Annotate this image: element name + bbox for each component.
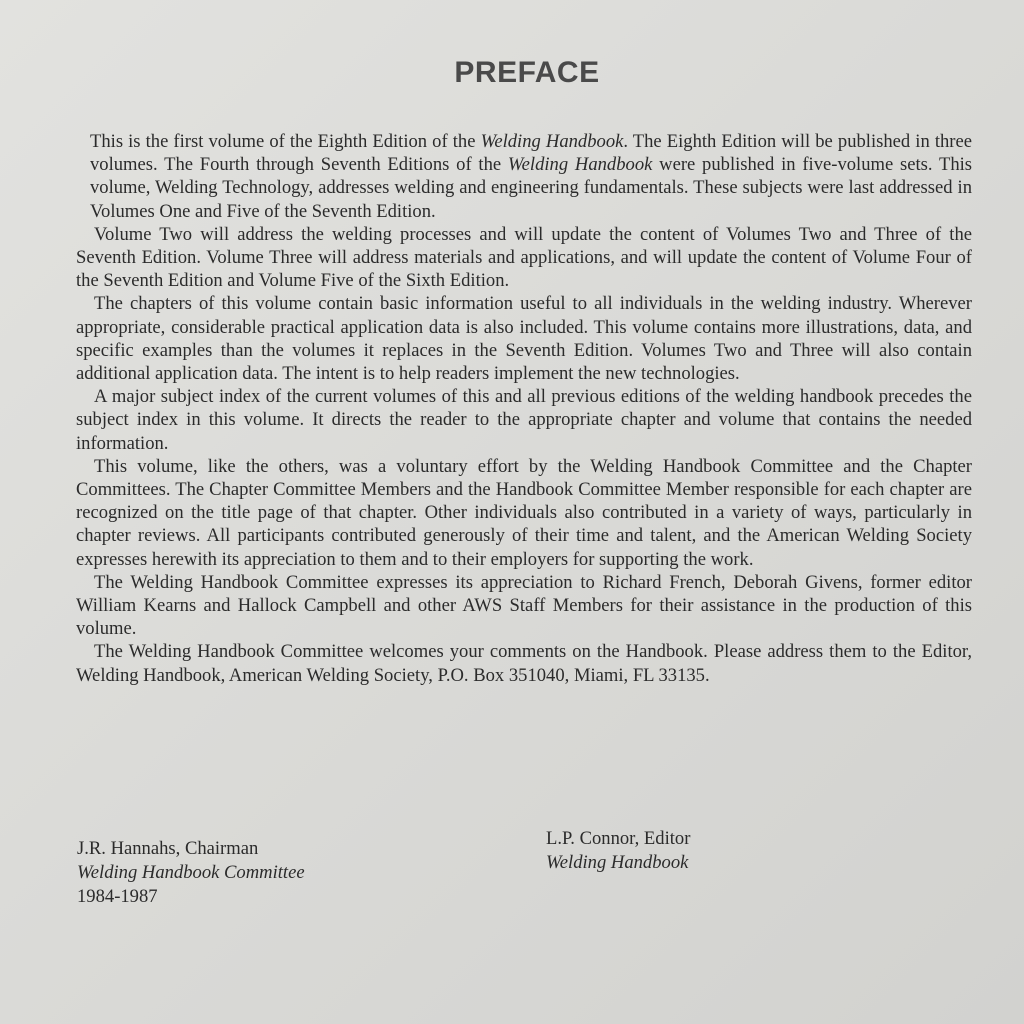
signature-chairman xyxy=(77,837,305,909)
text-run: The chapters of this volume contain basic information useful to all individuals in the welding industry. Wherever appropriate, considerable practical application data is also included. This volume contains more illustrations, data, and specific examples than the volumes it replaces in the Seventh Edition. Volumes Two and Three will also contain additional application data. The intent is to help readers implement the new technologies. xyxy=(76,293,972,385)
text-run: A major subject index of the current volumes of this and all previous editions of the welding handbook precedes the subject index in this volume. It directs the reader to the appropriate chapter and volume that contains the needed information. xyxy=(76,386,972,454)
text-run: Volume Two will address the welding processes and will update the content of Volumes Two and Three of the Seventh Edition. Volume Three will address materials and applications, and will update the content of Volume Four of the Seventh Edition and Volume Five of the Sixth Edition. xyxy=(76,223,972,292)
signature-name: L.P. Connor, Editor xyxy=(546,828,691,849)
preface-body xyxy=(76,130,972,687)
text-run: The Welding Handbook Committee expresses its appreciation to Richard French, Deborah Givens, former editor William Kearns and Hallock Campbell and other AWS Staff Members for their assistance in the production of this volume. xyxy=(76,571,972,640)
text-run: This is the first volume of the Eighth Edition of the xyxy=(90,131,481,152)
signature-editor xyxy=(546,827,690,875)
signature-org: Welding Handbook xyxy=(546,852,689,873)
signature-name: J.R. Hannahs, Chairman xyxy=(77,838,259,859)
text-run: The Welding Handbook Committee welcomes your comments on the Handbook. Please address them to the Editor, Welding Handbook, American Welding Society, P.O. Box 351040, Miami, FL 33135. xyxy=(76,641,972,686)
text-run: This volume, like the others, was a voluntary effort by the Welding Handbook Committee and the Chapter Committees. The Chapter Committee Members and the Handbook Committee Member responsible for each chapter are recognized on the title page of that chapter. Other individuals also contributed in a variety of ways, particularly in chapter reviews. All participants contributed generously of their time and talent, and the American Welding Society expresses herewith its appreciation to them and to their employers for supporting the work. xyxy=(76,455,972,570)
text-run: . The Eighth Edition will be published in three volumes. The Fourth through Seventh Editions of the xyxy=(90,131,972,176)
paragraph-5 xyxy=(76,455,972,571)
signature-org: Welding Handbook Committee xyxy=(77,862,305,883)
paragraph-1 xyxy=(90,130,972,223)
paragraph-2 xyxy=(76,223,972,293)
text-run-italic: Welding Handbook xyxy=(480,131,624,152)
page-title: PREFACE xyxy=(454,56,600,89)
paragraph-3 xyxy=(76,292,972,385)
text-run-italic: Welding Handbook xyxy=(507,154,653,176)
paragraph-4 xyxy=(76,385,972,455)
text-run: were published in five-volume sets. This volume, Welding Technology, addresses welding and engineering fundamentals. These subjects were last addressed in Volumes One and Five of the Seventh Edition. xyxy=(90,154,973,222)
paragraph-7 xyxy=(76,640,972,686)
signature-years: 1984-1987 xyxy=(77,886,158,907)
paragraph-6 xyxy=(76,571,972,641)
